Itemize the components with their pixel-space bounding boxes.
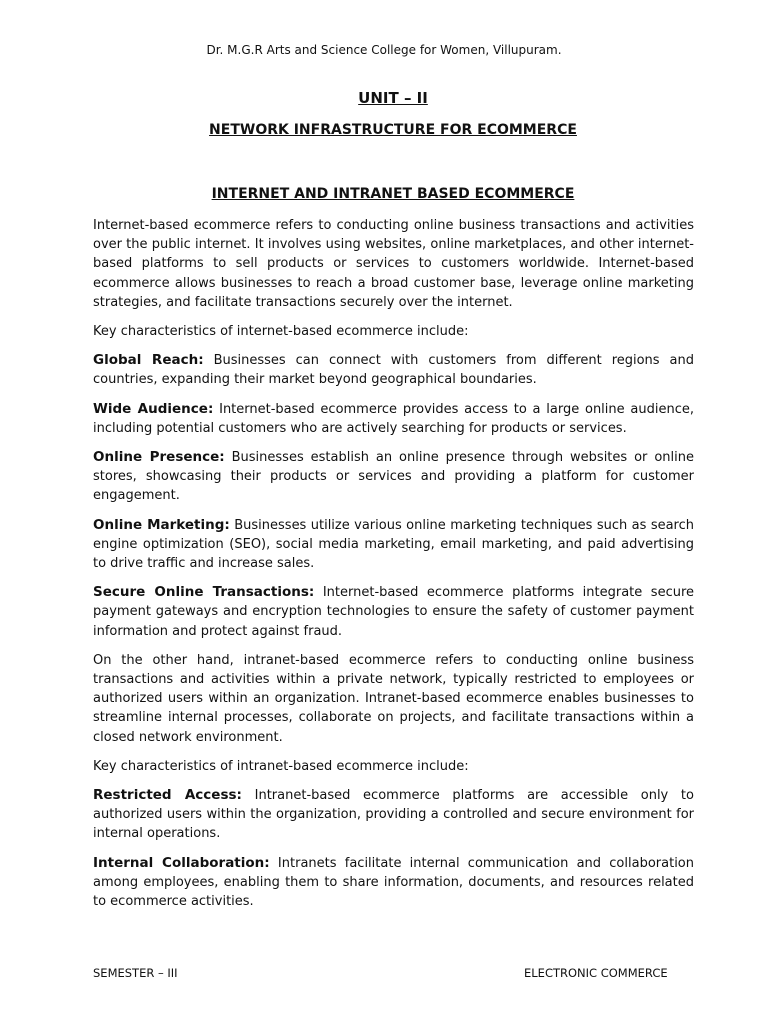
internet-item-wide-audience [93,400,694,438]
definition: Intranets facilitate internal communication and collaboration among employees, enabling them to share information, documents, and resources related to ecommerce activities. [93,855,694,910]
term: Wide Audience: [93,400,214,417]
page-title: NETWORK INFRASTRUCTURE FOR ECOMMERCE [209,122,577,138]
internet-item-global-reach [93,351,694,389]
intranet-item-restricted-access [93,786,694,844]
term: Global Reach: [93,352,204,369]
definition: Internet-based ecommerce platforms integrate secure payment gateways and encryption technologies to ensure the safety of customer payment information and protect against fraud. [93,585,695,639]
internet-lead: Key characteristics of internet-based ecommerce include: [93,324,469,340]
term: Online Presence: [93,449,225,466]
term: Secure Online Transactions: [93,584,315,601]
definition: Businesses establish an online presence through websites or online stores, showcasing their products or services and providing a platform for customer engagement. [93,450,694,504]
internet-item-online-marketing [93,516,694,574]
footer-subject: ELECTRONIC COMMERCE [524,966,668,980]
footer-semester: SEMESTER – III [93,966,178,980]
unit-heading: UNIT – II [358,89,428,107]
definition: Internet-based ecommerce provides access to a large online audience, including potential customers who are actively searching for products or services. [93,401,694,436]
internet-item-secure-transactions [93,583,694,641]
intranet-intro-paragraph: On the other hand, intranet-based ecommerce refers to conducting online business transactions and activities within a private network, typically restricted to employees or authorized users within an organization. Intranet-based ecommerce enables businesses to streamline internal processes, collaborate on projects, and facilitate transactions within a closed network environment. [93,652,694,745]
definition: Intranet-based ecommerce platforms are accessible only to authorized users within the organization, providing a controlled and secure environment for internal operations. [93,788,694,842]
intro-paragraph: Internet-based ecommerce refers to conducting online business transactions and activities over the public internet. It involves using websites, online marketplaces, and other internet-based platforms to sell products or services to customers worldwide. Internet-based ecommerce allows businesses to reach a broad customer base, leverage online marketing strategies, and facilitate transactions securely over the internet. [93,218,694,310]
term: Restricted Access: [93,787,242,804]
section-heading: INTERNET AND INTRANET BASED ECOMMERCE [211,186,575,202]
page-header: Dr. M.G.R Arts and Science College for Women, Villupuram. [206,43,562,57]
body-text [93,216,694,921]
definition: Businesses utilize various online marketing techniques such as search engine optimization (SEO), social media marketing, email marketing, and paid advertising to drive traffic and increase sales. [93,517,695,572]
term: Online Marketing: [93,516,230,533]
intranet-lead: Key characteristics of intranet-based ecommerce include: [93,758,469,774]
definition: Businesses can connect with customers from different regions and countries, expanding their market beyond geographical boundaries. [93,353,695,388]
term: Internal Collaboration: [93,854,270,871]
internet-item-online-presence [93,448,694,506]
intranet-item-internal-collaboration [93,854,694,912]
